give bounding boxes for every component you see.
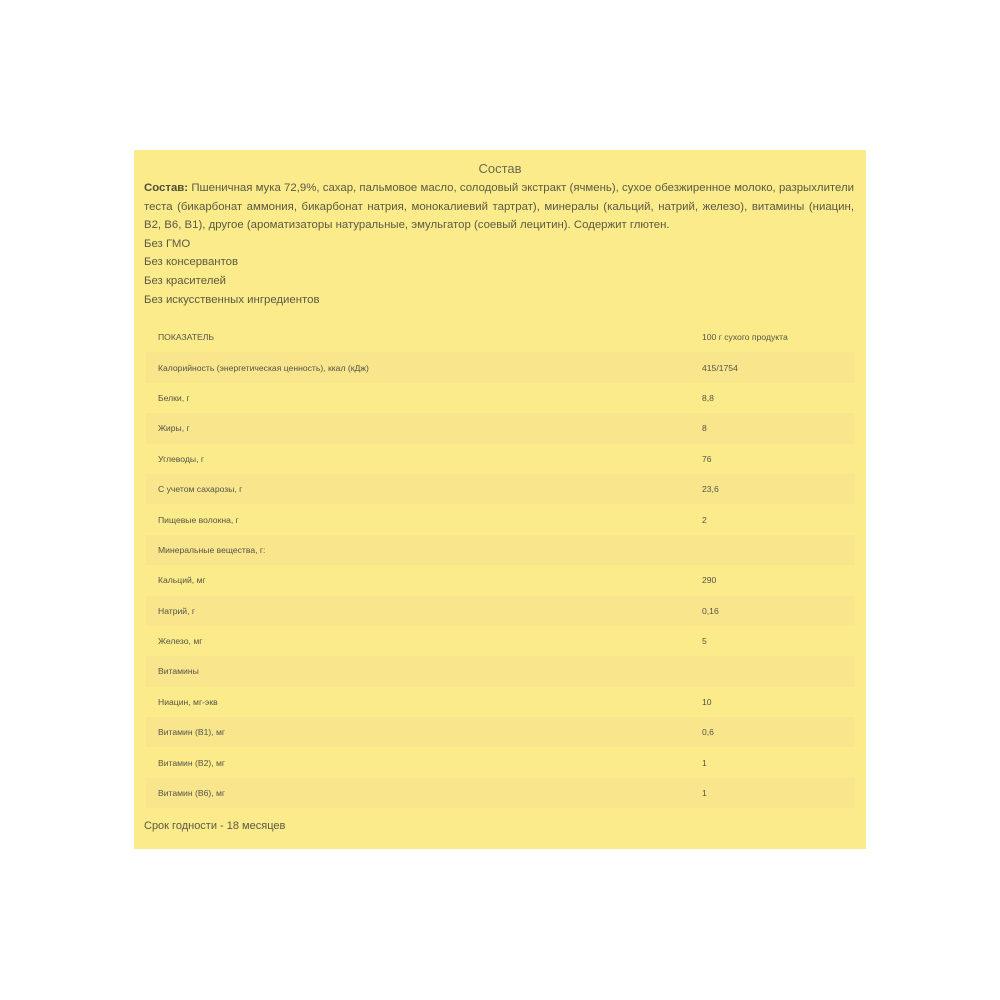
flags-list bbox=[144, 235, 856, 309]
row-value: 1 bbox=[702, 757, 707, 768]
header-per-100g: 100 г сухого продукта bbox=[702, 332, 788, 343]
table-row bbox=[146, 504, 855, 534]
table-row bbox=[146, 747, 855, 777]
flag-item: Без ГМО bbox=[144, 237, 191, 250]
row-value: 0,6 bbox=[702, 727, 714, 738]
composition-body: Пшеничная мука 72,9%, сахар, пальмовое масло, солодовый экстракт (ячмень), сухое обезжиренное молоко, разрыхлители теста (бикарбонат аммония, бикарбонат натрия, монокалиевий тартрат), минералы (кальций, натрий, железо), витамины (ниацин, B2, B6, B1), другое (ароматизаторы натуральные, эмульгатор (соевый лецитин). Содержит глютен. bbox=[144, 182, 854, 232]
row-value: 76 bbox=[702, 453, 712, 464]
table-row bbox=[146, 596, 855, 626]
row-label: Кальций, мг bbox=[158, 575, 206, 586]
row-value: 2 bbox=[702, 514, 707, 525]
row-label: Витамин (B1), мг bbox=[158, 727, 226, 738]
table-row bbox=[146, 565, 855, 595]
table-row bbox=[146, 717, 855, 747]
table-row bbox=[146, 626, 855, 656]
row-label: Пищевые волокна, г bbox=[158, 514, 239, 525]
table-row bbox=[146, 687, 855, 717]
row-label: Жиры, г bbox=[158, 423, 190, 434]
row-label: Минеральные вещества, г: bbox=[158, 544, 266, 555]
row-label: Калорийность (энергетическая ценность), ккал (кДж) bbox=[158, 362, 369, 373]
flag-item: Без консервантов bbox=[144, 256, 239, 269]
row-label: Витамин (B6), мг bbox=[158, 788, 226, 799]
shelf-life: Срок годности - 18 месяцев bbox=[144, 820, 286, 832]
table-row bbox=[146, 535, 855, 565]
row-value: 23,6 bbox=[702, 484, 719, 495]
row-value: 415/1754 bbox=[702, 362, 738, 373]
table-row bbox=[146, 413, 855, 443]
flag-item: Без искусственных ингредиентов bbox=[144, 293, 320, 306]
composition-text bbox=[144, 179, 856, 235]
row-label: Железо, мг bbox=[158, 636, 203, 647]
composition-label: Состав: bbox=[144, 182, 189, 194]
header-indicator: ПОКАЗАТЕЛЬ bbox=[158, 332, 215, 343]
flag-item: Без красителей bbox=[144, 274, 227, 287]
row-value: 8,8 bbox=[702, 392, 714, 403]
row-value: 5 bbox=[702, 636, 707, 647]
row-label: Витамин (B2), мг bbox=[158, 757, 226, 768]
composition-panel bbox=[134, 150, 866, 849]
table-row bbox=[146, 778, 855, 808]
table-row bbox=[146, 474, 855, 504]
row-value: 10 bbox=[702, 696, 712, 707]
row-label: Белки, г bbox=[158, 392, 190, 403]
nutrition-table bbox=[146, 322, 855, 808]
row-value: 0,16 bbox=[702, 605, 719, 616]
row-value: 290 bbox=[702, 575, 717, 586]
table-row bbox=[146, 352, 855, 382]
panel-title: Состав bbox=[478, 161, 522, 176]
row-value: 1 bbox=[702, 788, 707, 799]
table-row bbox=[146, 656, 855, 686]
row-label: С учетом сахарозы, г bbox=[158, 484, 243, 495]
row-label: Витамины bbox=[158, 666, 199, 677]
row-value: 8 bbox=[702, 423, 707, 434]
row-label: Углеводы, г bbox=[158, 453, 204, 464]
row-label: Натрий, г bbox=[158, 605, 196, 616]
row-label: Ниацин, мг-экв bbox=[158, 696, 218, 707]
table-row bbox=[146, 444, 855, 474]
table-row bbox=[146, 383, 855, 413]
table-header-row bbox=[146, 322, 855, 352]
